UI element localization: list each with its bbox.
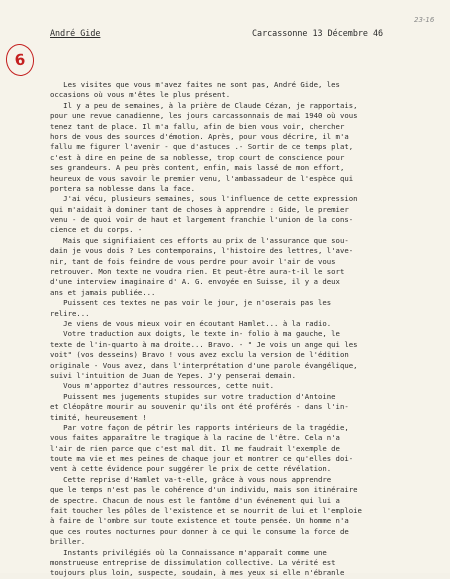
text-line: cience et du corps. -	[50, 225, 143, 235]
text-line: Il y a peu de semaines, à la prière de Claude Cézan, je rapportais,	[50, 100, 358, 110]
text-line: occasions où vous m'êtes le plus présent.	[50, 90, 231, 100]
text-line: heureux de vous savoir le premier venu, l'ambassadeur de l'espèce qui	[50, 173, 354, 183]
text-line: timité, heureusement !	[50, 412, 147, 422]
text-line: retrouver. Mon texte ne voudra rien. Et peut-être aura-t-il le sort	[50, 267, 345, 277]
text-line: ans et jamais publiée...	[50, 287, 156, 297]
text-line: originale - Vous avez, dans l'interprétation d'une parole évangélique,	[50, 360, 358, 370]
letter-body	[50, 80, 435, 579]
text-line: et Cléopâtre mourir au souvenir qu'ils ont été proférés - dans l'in-	[50, 402, 349, 412]
text-line: de spectre. Chacun de nous est le fantôme d'un événement qui lui a	[50, 495, 340, 505]
text-line: l'air de rien parce que c'est mal dit. Il me faudrait l'exemple de	[50, 443, 340, 453]
text-line: portera sa noblesse dans la face.	[50, 183, 195, 193]
text-line: Vous m'apportez d'autres ressources, cette nuit.	[50, 381, 275, 391]
text-line: vous faites apparaître le tragique à la racine de l'être. Cela n'a	[50, 433, 340, 443]
text-line: toujours plus loin, suspecte, soudain, à mes yeux si elle n'ébranle	[50, 568, 345, 578]
text-line: suivi l'intuition de Juan de Yepes. J'y penserai demain.	[50, 370, 297, 380]
text-line: que le temps n'est pas le cohérence d'un individu, mais son itinéraire	[50, 485, 358, 495]
letter-recipient: André Gide	[50, 28, 101, 38]
text-line: qui m'aidait à dominer tant de choses à apprendre : Gide, le premier	[50, 204, 349, 214]
text-line: fait toucher les pôles de l'existence et se nourrit de lui et l'emploie	[50, 506, 362, 516]
text-line: briller.	[50, 537, 86, 547]
text-line: monstrueuse entreprise de dissimulation collective. La vérité est	[50, 557, 336, 567]
text-line: que ces routes nocturnes pour donner à ce qui le consume la force de	[50, 526, 349, 536]
text-line: Votre traduction aux doigts, le texte in- folio à ma gauche, le	[50, 329, 340, 339]
text-line: Les visites que vous m'avez faites ne sont pas, André Gide, les	[50, 80, 340, 89]
text-line: Puissent ces textes ne pas voir le jour, je n'oserais pas les	[50, 298, 332, 308]
text-line: Par votre façon de pétrir les rapports intérieurs de la tragédie,	[50, 422, 349, 432]
archive-number: 23-16	[414, 16, 435, 24]
text-line: voit" (vos desseins) Bravo ! vous avez exclu la version de l'édition	[50, 350, 349, 360]
text-line: Mais que signifiaient ces efforts au prix de l'assurance que sou-	[50, 235, 349, 245]
text-line: nir, tant de fois feindre de vous perdre pour avoir l'air de vous	[50, 256, 336, 266]
text-line: à faire de l'ombre sur toute existence et toute pensée. Un homme n'a	[50, 516, 349, 526]
text-line: pour une revue canadienne, les jours carcassonnais de mai 1940 où vous	[50, 111, 358, 121]
text-line: ses grandeurs. A peu près content, enfin, mais lassé de mon effort,	[50, 163, 345, 173]
text-line: dain je vous dois ? Les contemporains, l'histoire des lettres, l'ave-	[50, 246, 354, 256]
text-line: c'est à dire en peine de sa noblesse, trop court de conscience pour	[50, 152, 345, 162]
text-line: texte de l'in-quarto à ma droite... Bravo. - " Je vois un ange qui les	[50, 339, 358, 349]
text-line: toute ma vie et mes peines de chaque jour et montrer ce qu'elles doi-	[50, 454, 354, 464]
circled-page-number: 6	[4, 42, 36, 78]
text-line: Instants privilégiés où la Connaissance m'apparaît comme une	[50, 547, 327, 557]
text-line: venu - de quoi voir de haut et largement franchie l'union de la cons-	[50, 215, 354, 225]
text-line: J'ai vécu, plusieurs semaines, sous l'influence de cette expression	[50, 194, 358, 204]
text-line: Je viens de vous mieux voir en écoutant Hamlet... à la radio.	[50, 318, 332, 328]
letter-place-date: Carcassonne 13 Décembre 46	[252, 28, 384, 38]
text-line: vent à cette évidence pour suggérer le prix de cette révélation.	[50, 464, 332, 474]
text-line: relire...	[50, 308, 90, 318]
text-line: fallu me figurer l'avenir - que d'astuces .- Sortir de ce temps plat,	[50, 142, 354, 152]
text-line: hors de vous des sources d'émotion. Après, pour vous décrire, il m'a	[50, 131, 349, 141]
text-line: Cette reprise d'Hamlet va-t-elle, grâce à vous nous apprendre	[50, 474, 332, 484]
text-line: tenez tant de place. Il m'a fallu, afin de bien vous voir, chercher	[50, 121, 345, 131]
text-line: d'une interview imaginaire d' A. G. envoyée en Suisse, il y a deux	[50, 277, 340, 287]
text-line: Puissent mes jugements stupides sur votre traduction d'Antoine	[50, 391, 336, 401]
